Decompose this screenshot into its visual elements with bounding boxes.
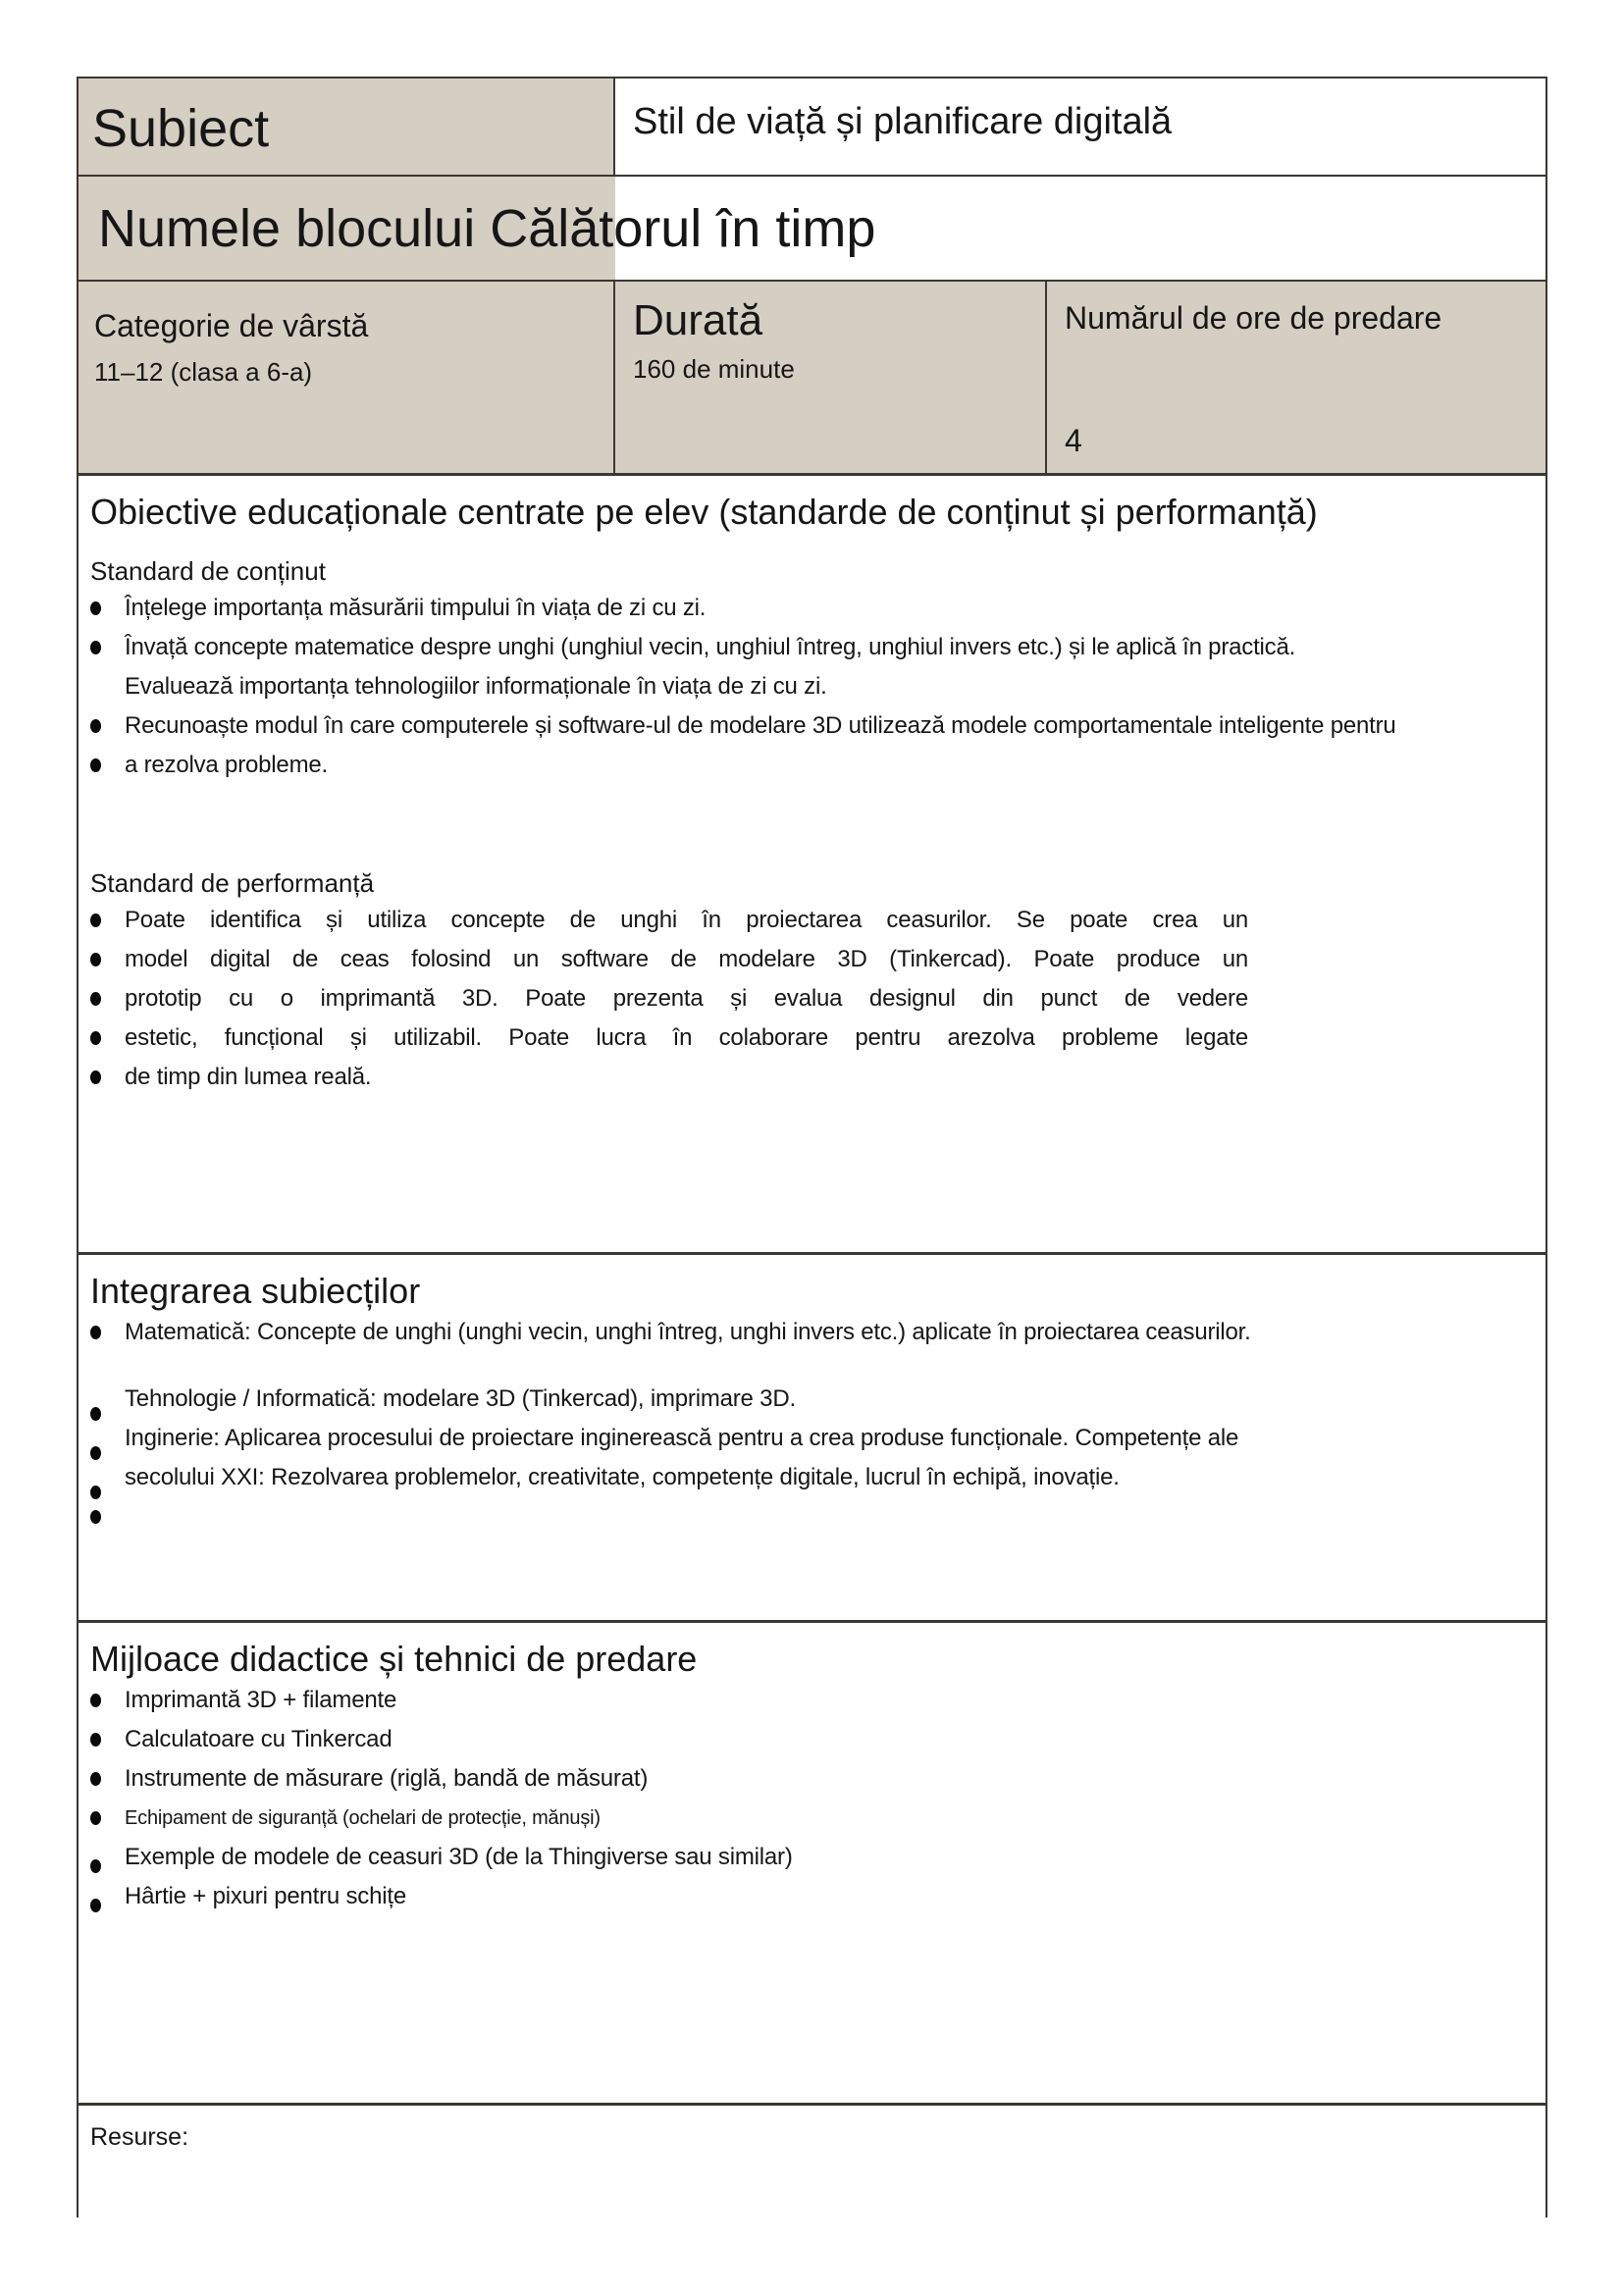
list-item-text: Inginerie: Aplicarea procesului de proiectare inginerească pentru a crea produse funcționale. Competențe ale <box>125 1425 1239 1451</box>
list-item <box>90 901 1248 940</box>
duration-value: 160 de minute <box>633 353 795 384</box>
list-item <box>90 589 1528 628</box>
subject-value-cell <box>615 78 1545 175</box>
list-item <box>90 1838 1528 1877</box>
objectives-section <box>79 476 1545 1255</box>
bullet-icon <box>90 1811 101 1825</box>
list-item <box>90 1720 1528 1759</box>
content-standard-heading: Standard de conținut <box>90 556 326 586</box>
resources-label: Resurse: <box>90 2123 189 2151</box>
bullet-icon <box>90 1326 101 1339</box>
content-standard-list <box>90 589 1528 785</box>
list-item-text: Imprimantă 3D + filamente <box>125 1687 397 1713</box>
duration-label: Durată <box>633 296 763 344</box>
list-item-text: model digital de ceas folosind un software de modelare 3D (Tinkercad). Poate produce un <box>125 945 1248 972</box>
list-item <box>90 1877 1528 1916</box>
age-category-label: Categorie de vârstă <box>94 308 369 343</box>
subject-label-cell <box>79 78 615 175</box>
list-item <box>90 1018 1248 1058</box>
list-item-text: Calculatoare cu Tinkercad <box>125 1726 393 1752</box>
bullet-icon <box>90 719 101 733</box>
bullet-icon <box>90 1694 101 1707</box>
bullet-icon <box>90 1407 101 1421</box>
list-item <box>90 628 1528 667</box>
list-item-text: a rezolva probleme. <box>125 751 328 778</box>
list-item-text: Instrumente de măsurare (riglă, bandă de măsurat) <box>125 1765 649 1792</box>
list-item <box>90 746 1528 785</box>
integration-title: Integrarea subiecților <box>90 1271 421 1311</box>
teaching-hours-value: 4 <box>1065 423 1082 458</box>
list-item-text: Înțelege importanța măsurării timpului în viața de zi cu zi. <box>125 594 707 621</box>
bullet-icon <box>90 1031 101 1045</box>
list-item-text: Învață concepte matematice despre unghi (unghiul vecin, unghiul întreg, unghiul invers etc.) și le aplică în practică. <box>125 633 1296 660</box>
bullet-icon <box>90 913 101 927</box>
teaching-hours-cell <box>1047 282 1545 473</box>
list-item-text: Tehnologie / Informatică: modelare 3D (Tinkercad), imprimare 3D. <box>125 1385 796 1412</box>
bullet-icon <box>90 1446 101 1460</box>
age-category-cell <box>79 282 615 473</box>
subject-value: Stil de viață și planificare digitală <box>633 101 1173 142</box>
bullet-icon <box>90 953 101 966</box>
list-item <box>90 1380 1528 1419</box>
bullet-icon <box>90 1772 101 1786</box>
list-item-text: Matematică: Concepte de unghi (unghi vecin, unghi întreg, unghi invers etc.) aplicate în proiectarea ceasurilor. <box>125 1319 1251 1345</box>
bullet-icon <box>90 1733 101 1747</box>
list-item <box>90 706 1528 746</box>
lesson-plan-table <box>77 77 1547 2218</box>
list-item-text: prototip cu o imprimantă 3D. Poate prezenta și evalua designul din punct de vedere <box>125 984 1248 1012</box>
materials-section <box>79 1623 1545 2106</box>
list-item <box>90 979 1248 1018</box>
bullet-icon <box>90 1486 101 1499</box>
subject-row <box>79 78 1545 177</box>
list-item-text: Exemple de modele de ceasuri 3D (de la Thingiverse sau similar) <box>125 1844 793 1870</box>
bullet-icon <box>90 1859 101 1873</box>
materials-list <box>90 1681 1528 1916</box>
list-item <box>90 667 1528 706</box>
list-item-text: Echipament de siguranță (ochelari de protecție, mănuși) <box>125 1806 601 1829</box>
materials-title: Mijloace didactice și tehnici de predare <box>90 1639 698 1679</box>
list-item <box>90 1458 1528 1497</box>
list-item <box>90 1058 1248 1097</box>
list-item-text: de timp din lumea reală. <box>125 1063 372 1090</box>
resources-section <box>79 2106 1545 2218</box>
integration-list <box>90 1313 1528 1537</box>
list-item-text: Poate identifica și utiliza concepte de unghi în proiectarea ceasurilor. Se poate crea un <box>125 906 1248 933</box>
meta-row <box>79 282 1545 476</box>
objectives-title: Obiective educaționale centrate pe elev (standarde de conținut și performanță) <box>90 492 1318 532</box>
bullet-icon <box>90 1899 101 1912</box>
age-category-value: 11–12 (clasa a 6-a) <box>94 357 313 388</box>
list-item <box>90 1799 1528 1838</box>
block-name: Numele blocului Călătorul în timp <box>98 199 876 258</box>
list-item <box>90 1759 1528 1799</box>
list-item <box>90 1419 1528 1458</box>
list-item-text: secolului XXI: Rezolvarea problemelor, creativitate, competențe digitale, lucrul în echipă, inovație. <box>125 1464 1120 1490</box>
bullet-icon <box>90 641 101 654</box>
subject-label: Subiect <box>92 99 270 158</box>
performance-standard-list <box>90 901 1248 1097</box>
list-item <box>90 1313 1528 1352</box>
bullet-icon <box>90 1070 101 1084</box>
bullet-icon <box>90 992 101 1006</box>
block-name-row <box>79 177 1545 282</box>
performance-standard-heading: Standard de performanță <box>90 867 375 898</box>
list-item-text: Hârtie + pixuri pentru schițe <box>125 1883 407 1909</box>
list-item <box>90 1681 1528 1720</box>
list-item-text: Recunoaște modul în care computerele și software-ul de modelare 3D utilizează modele comportamentale inteligente pentru <box>125 711 1396 739</box>
bullet-icon <box>90 1510 101 1524</box>
duration-cell <box>615 282 1047 473</box>
list-item-empty <box>90 1497 1528 1537</box>
list-item-text: Evaluează importanța tehnologiilor informaționale în viața de zi cu zi. <box>125 672 827 700</box>
integration-section <box>79 1255 1545 1623</box>
teaching-hours-label: Numărul de ore de predare <box>1065 300 1442 336</box>
list-item-text: estetic, funcțional și utilizabil. Poate lucra în colaborare pentru arezolva probleme legate <box>125 1023 1248 1051</box>
bullet-icon <box>90 601 101 615</box>
bullet-icon <box>90 758 101 772</box>
list-item <box>90 940 1248 979</box>
